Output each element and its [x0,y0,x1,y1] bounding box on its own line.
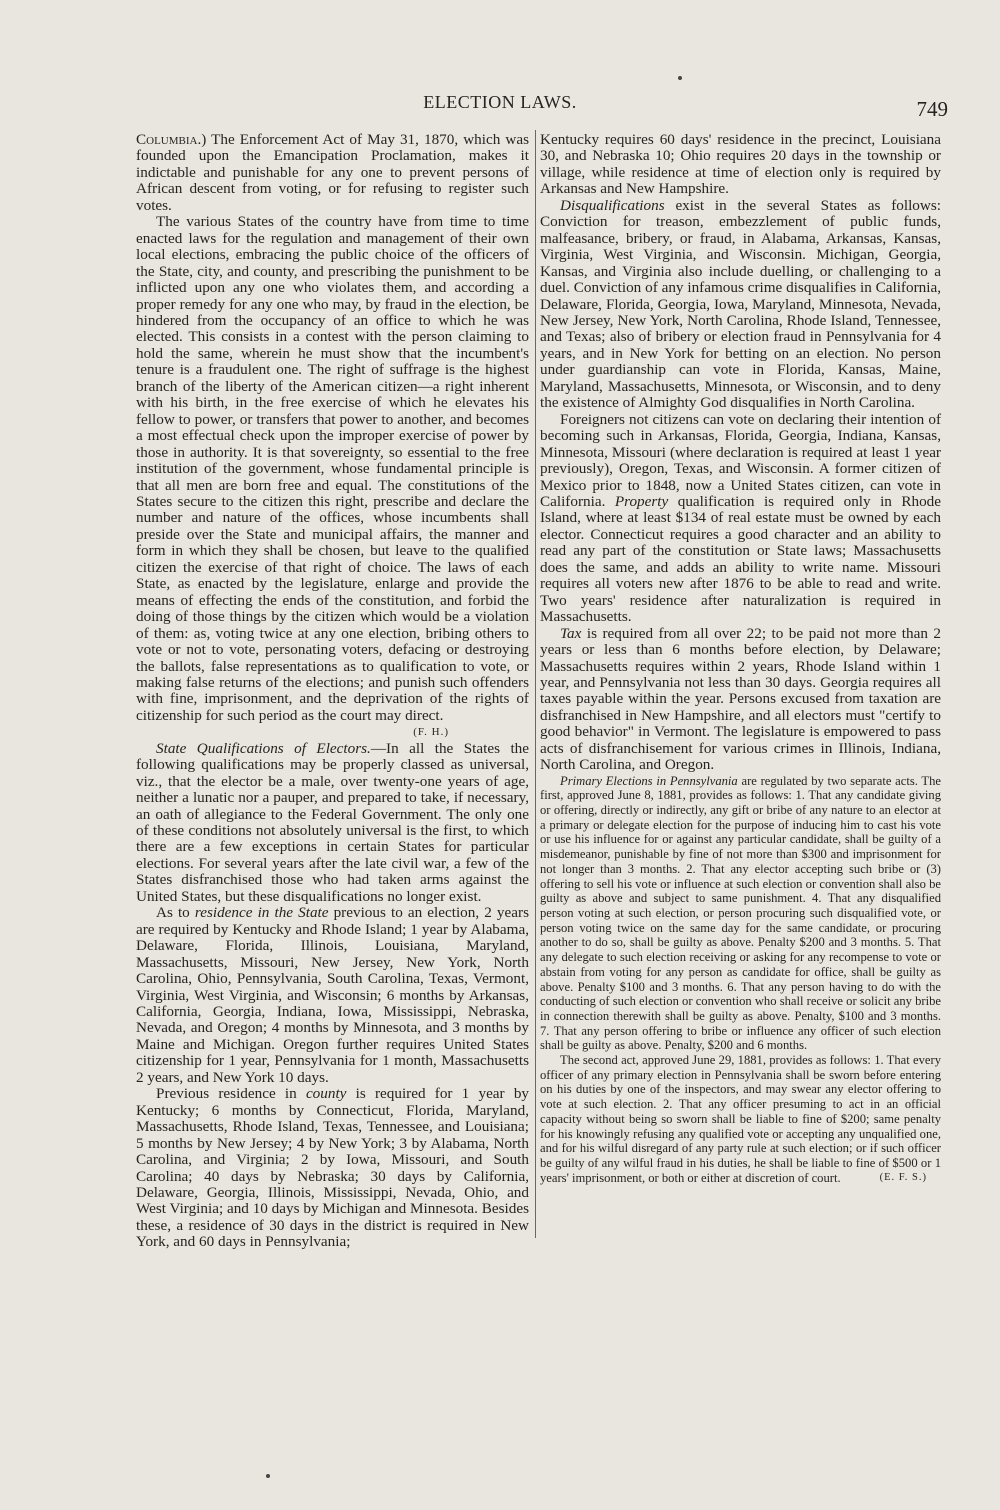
paragraph-text: is required for 1 year by Kentucky; 6 months by Connecticut, Florida, Maryland, Massachusetts, Rhode Island, Texas, Tennessee, and Louisiana; 5 months by New Jersey; 4 by New York; 3 by Alabama, North Carolina, and Virginia; 2 by Iowa, Missouri, and South Carolina; 40 days by Nebraska; 30 days by California, Delaware, Georgia, Illinois, Mississippi, Nevada, Ohio, and West Virginia; and 10 days by Michigan and Minnesota. Besides these, a residence of 30 days in the district is required in New York, and 60 days in Pennsylvania; [136,1085,530,1251]
paragraph-text: —In all the States the following qualifications may be properly classed as universal, viz., that the elector be a male, over twenty-one years of age, neither a lunatic nor a pauper, and prepared to take, if necessary, an oath of allegiance to the Federal Government. The only one of these conditions not absolutely universal is the first, to which there are a few exceptions in certain States for particular elections. For several years after the late civil war, a few of the States disfranchised those who had taken arms against the United States, but these disqualifications no longer exist. [136,739,530,905]
paragraph-text: previous to an election, 2 years are required by Kentucky and Rhode Island; 1 year by Alabama, Delaware, Florida, Illinois, Louisiana, Maryland, Massachusetts, Missouri, New Jersey, New York, North Carolina, Ohio, Pennsylvania, South Carolina, Texas, Vermont, Virginia, West Virginia, and Wisconsin; 6 months by Arkansas, California, Georgia, Indiana, Iowa, Mississippi, Nebraska, Nevada, and Oregon; 4 months by Minnesota, and 3 months by Maine and Michigan. Oregon further requires United States citizenship for 1 year, Pennsylvania for 1 month, Massachusetts 2 years, and New York 10 days. [136,904,529,1086]
paragraph [540,1053,941,1185]
paragraph-text: Foreigners not citizens can vote on declaring their intention of becoming such in Arkansas, Florida, Georgia, Indiana, Kansas, Minnesota, Missouri (where declaration is required at least 1 year previously), Oregon, Texas, and Wisconsin. A former citizen of Mexico prior to 1848, now a United States citizen, can vote in California. [540,410,941,510]
left-column [136,132,529,1251]
paragraph-text: As to [156,904,195,922]
emphasis: county [305,1085,347,1103]
paragraph-text: qualification is required only in Rhode Island, where at least $134 of real estate must be owned by each elector. Connecticut requires a good character and an ability to read any part of the constitution or State laws; Massachusetts does the same, and adds an ability to write name. Missouri requires all voters new after 1876 to be able to read and write. Two years' residence after naturalization is required in Massachusetts. [540,492,942,626]
emphasis: residence in the State [194,904,329,922]
emphasis: Tax [560,624,582,642]
column-divider [535,130,536,1238]
paragraph [136,905,529,1086]
emphasis: Property [614,492,669,510]
right-column [540,132,941,1185]
paragraph [136,741,529,906]
paragraph [540,412,941,626]
paragraph [136,132,529,214]
paragraph-text: The second act, approved June 29, 1881, provides as follows: 1. That every officer of any primary election in Pennsylvania shall be sworn before entering on his duties by one of the inspectors, and may swear any elector offering to vote at such election. 2. That any officer presuming to act in an official capacity without being so sworn shall be liable to fine of $200; same penalty for his knowingly refusing any qualified vote or accepting any unqualified one, and for his wilful disregard of any party rule at such election; or if such officer be guilty of any wilful fraud in his duties, he shall be liable to fine of $500 or 1 years' imprisonment, or both or either at discretion of court. [540,1053,941,1185]
paragraph-text: is required from all over 22; to be paid not more than 2 years or less than 6 months before election, by Delaware; Massachusetts requires within 2 years, Rhode Island within 1 year, and Pennsylvania not less than 30 days. Georgia requires all taxes payable within the year. Persons excused from taxation are disfranchised in New Hampshire, and all electors must "certify to good behavior" in Vermont. The legislature is empowered to pass acts of disfranchisement for various crimes in Illinois, Indiana, North Carolina, and Oregon. [540,624,941,774]
small-print-section [540,774,941,1186]
paragraph-text: The Enforcement Act of May 31, 1870, which was founded upon the Emancipation Proclamation, makes it indictable and punishable for any one to prevent persons of African descent from voting, or for refusing to register such votes. [136,131,529,214]
print-speck [678,76,682,80]
paragraph: Kentucky requires 60 days' residence in the precinct, Louisiana 30, and Nebraska 10; Ohio requires 20 days in the township or village, while residence at time of election only is required by Arkansas and New Hampshire. [540,131,941,198]
paragraph: The various States of the country have from time to time enacted laws for the regulation and management of their own local elections, embracing the public choice of the officers of the State, city, and county, and prescribing the punishment to be inflicted upon any one who violates them, and according a proper remedy for any one who may, by fraud in the election, be hindered from the occupancy of an office to which he was elected. This consists in a contest with the person claiming to hold the same, wherein he must show that the incumbent's tenure is a fraudulent one. The right of suffrage is the highest branch of the liberty of the American citizen—a right inherent with his birth, in the free exercise of which he elevates his fellow to power, or transfers that power to another, and becomes a most effectual check upon the improper exercise of power by those in authority. It is that sovereignty, so essential to the free institution of the government, whose fundamental principle is that all men are born free and equal. The constitutions of the States secure to the citizen this right, prescribe and declare the number and nature of the offices, whose incumbents shall preside over the State and municipal affairs, the manner and form in which they shall be chosen, but leave to the qualified citizen the exercise of that right of choice. The laws of each State, as enacted by the legislature, enlarge and provide the means of effecting the ends of the constitution, and forbid the doing of those things by the citizen which would be a violation of them: as, voting twice at any one election, bribing others to vote or not to vote, personating voters, defacing or destroying the ballots, false representations as to qualification to vote, or making false returns of the elections; and punish such offenders with fine, imprisonment, and the deprivation of the rights of citizenship for such period as the court may direct. [136,213,529,724]
author-signature: (E. F. S.) [879,1171,927,1183]
paragraph [540,626,941,774]
print-speck [266,1474,270,1478]
author-signature: (F. H.) [413,726,449,739]
paragraph-text: exist in the several States as follows: Conviction for treason, embezzlement of public funds, malfeasance, bribery, or fraud, in Alabama, Arkansas, Kansas, Virginia, West Virginia, and Wisconsin. Michigan, Georgia, Kansas, and Virginia also include duelling, or challenging to a duel. Conviction of any infamous crime disqualifies in California, Delaware, Florida, Georgia, Iowa, Maryland, Minnesota, Nevada, New Jersey, New York, North Carolina, Rhode Island, Tennessee, and Texas; also of bribery or election fraud in Pennsylvania for 4 years, and in New York for betting on an election. No person under guardianship can vote in Florida, Kansas, Maine, Maryland, Massachusetts, Minnesota, or Wisconsin, and to deny the existence of Almighty God disqualifies in North Carolina. [540,196,941,412]
paragraph-text: are regulated by two separate acts. The first, approved June 8, 1881, provides as follows: 1. That any candidate giving or offering, directly or indirectly, any gift or bribe of any nature to an elector at a primary or delegate election for the purpose of inducing him to cast his vote or use his influence for or against any particular candidate, shall be guilty of a misdemeanor, punishable by fine of not more than $300 and imprisonment for not longer than 3 months. 2. That any elector accepting such bribe or (3) offering to sell his vote or influence at such election or convention shall also be guilty as above and subject to same punishment. 4. That any disqualified person voting at such election, or person procuring such disqualified vote, or person voting twice on the same day for the same candidate, or procuring another to do so, shall be guilty as above. Penalty $200 and 3 months. 5. That any delegate to such election receiving or asking for any recompense to vote or abstain from voting for any person as candidate for office, shall be guilty as above. Penalty $100 and 3 months. 6. That any person having to do with the conducting of such election or convention who shall receive or solicit any bribe in connection therewith shall be guilty as above. Penalty, $100 and 3 months. 7. That any person offering to bribe or influence any officer of such election shall be guilty as above. Penalty, $200 and 6 months. [540,773,942,1053]
emphasis: Primary Elections in Pennsylvania [560,773,738,788]
lead-word: Columbia.) [136,131,207,148]
paragraph [136,1086,529,1251]
paragraph [540,774,941,1053]
page-number: 749 [916,97,948,121]
running-head: ELECTION LAWS. [423,92,577,112]
paragraph [540,198,941,412]
emphasis: Disqualifications [560,196,665,214]
section-heading: State Qualifications of Electors. [156,739,371,757]
paragraph-text: Previous residence in [156,1085,306,1103]
